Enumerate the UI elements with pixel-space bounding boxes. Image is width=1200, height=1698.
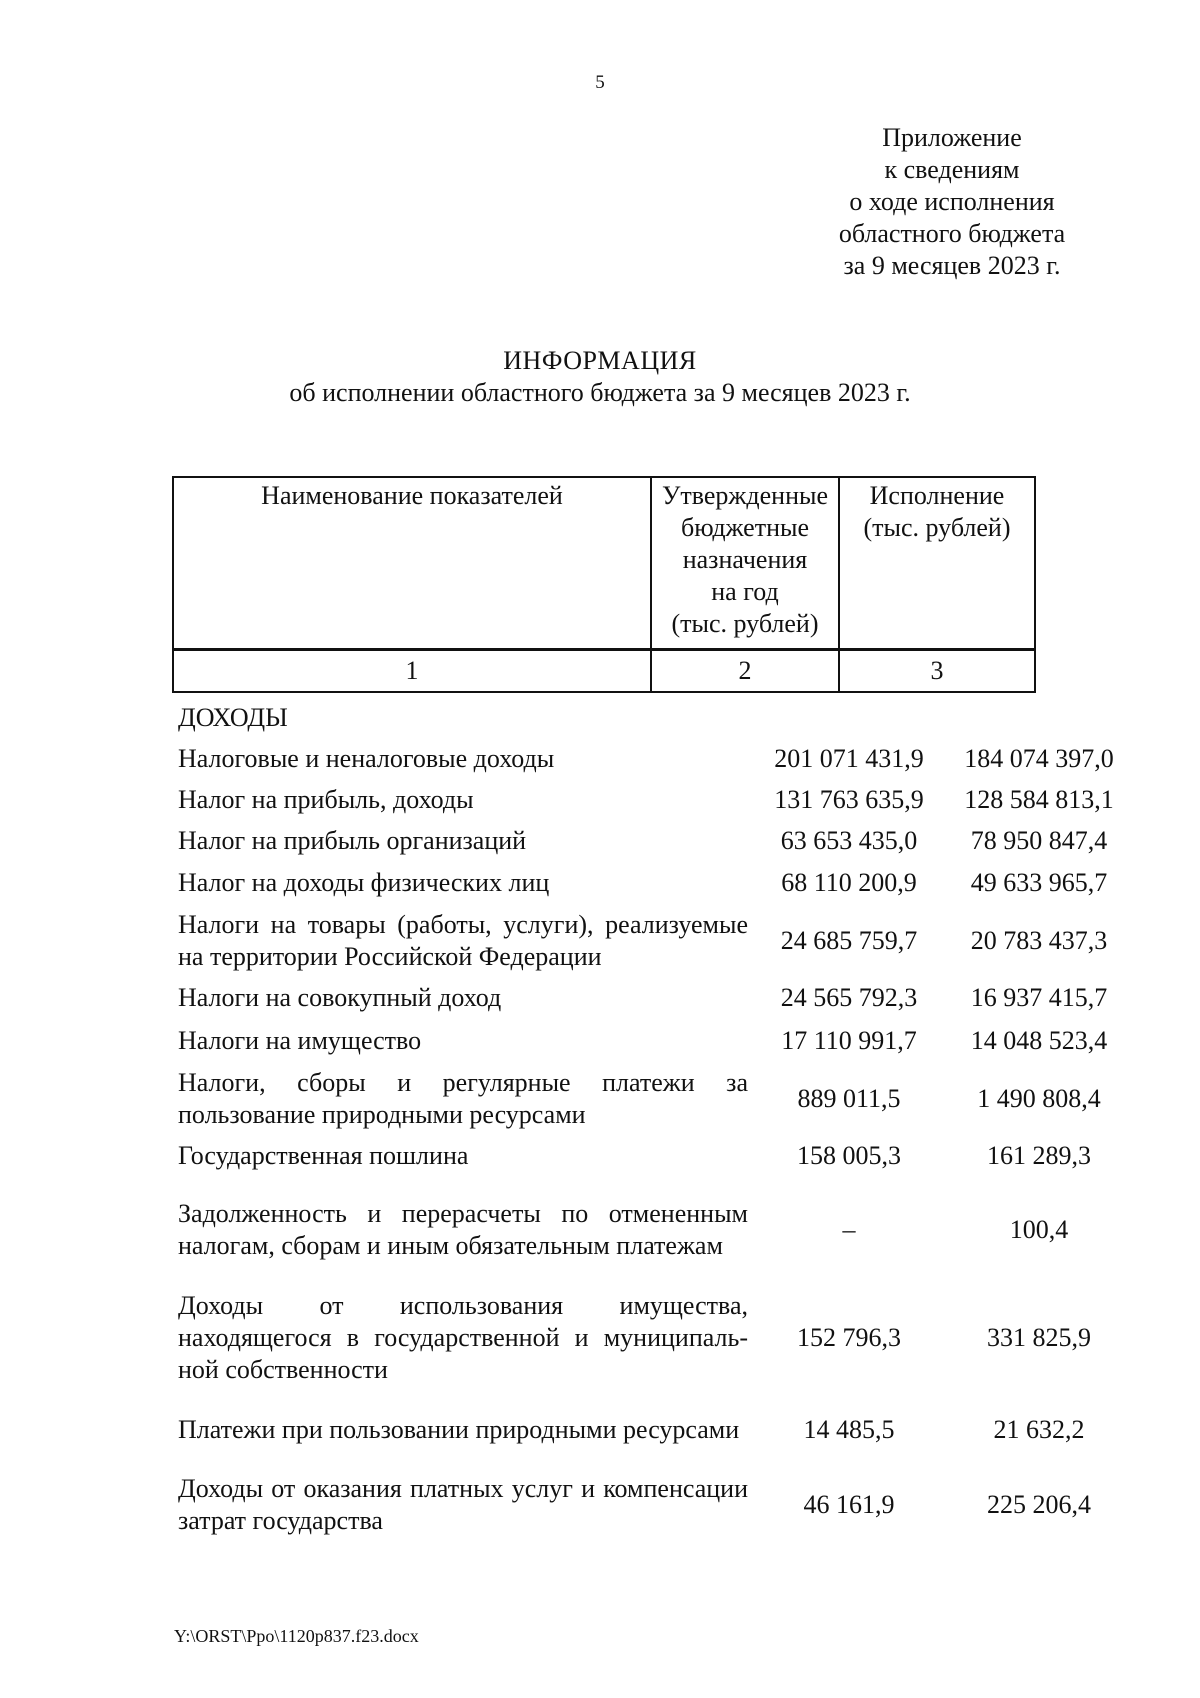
appendix-line: за 9 месяцев 2023 г. bbox=[843, 251, 1061, 280]
table-row bbox=[172, 1177, 1150, 1283]
row-name: Налоги, сборы и регулярные платежи за пользование природными ресурсами bbox=[178, 1067, 748, 1129]
appendix-line: к сведениям bbox=[884, 155, 1020, 184]
header-approved-line: бюджетные bbox=[680, 513, 809, 542]
page-number: 5 bbox=[595, 72, 605, 93]
header-approved bbox=[651, 477, 839, 650]
row-approved: 131 763 635,9 bbox=[774, 784, 924, 814]
file-path-footer: Y:\ORST\Ppo\1120p837.f23.docx bbox=[174, 1626, 419, 1646]
row-approved: 152 796,3 bbox=[797, 1322, 901, 1352]
row-name: Платежи при пользовании природными ресурсами bbox=[178, 1414, 740, 1444]
row-executed: 331 825,9 bbox=[987, 1322, 1091, 1352]
row-approved: 24 685 759,7 bbox=[780, 925, 918, 955]
table-header bbox=[172, 476, 1036, 693]
row-name: Налог на прибыль организаций bbox=[178, 825, 527, 855]
section-heading: ДОХОДЫ bbox=[178, 703, 288, 732]
appendix-note bbox=[822, 122, 1082, 282]
row-approved: 889 011,5 bbox=[797, 1083, 901, 1113]
row-executed: 16 937 415,7 bbox=[970, 983, 1108, 1012]
appendix-line: областного бюджета bbox=[838, 219, 1066, 248]
row-name: Задолженность и перерасчеты по отмененным налогам, сборам и иным обязательным платежам bbox=[178, 1199, 748, 1260]
row-approved: 68 110 200,9 bbox=[781, 867, 917, 897]
table-row bbox=[172, 779, 1150, 820]
header-executed-line: Исполнение bbox=[869, 481, 1005, 510]
row-name: Налог на доходы физических лиц bbox=[178, 867, 550, 897]
header-indicator-name: Наименование показателей bbox=[173, 477, 651, 650]
row-approved: 63 653 435,0 bbox=[780, 825, 918, 855]
row-approved: 24 565 792,3 bbox=[780, 983, 918, 1012]
row-executed: 225 206,4 bbox=[987, 1490, 1091, 1519]
header-approved-line: (тыс. рублей) bbox=[671, 609, 819, 638]
row-executed: 1 490 808,4 bbox=[977, 1083, 1101, 1113]
table-row bbox=[172, 1135, 1150, 1177]
document-subtitle: об исполнении областного бюджета за 9 месяцев 2023 г. bbox=[289, 378, 911, 407]
row-executed: 100,4 bbox=[1009, 1215, 1069, 1244]
table-header-row bbox=[173, 477, 1035, 650]
table-row bbox=[172, 904, 1150, 977]
document-title: ИНФОРМАЦИЯ bbox=[503, 346, 697, 375]
row-name: Налоги на имущество bbox=[178, 1025, 422, 1055]
table-row bbox=[172, 977, 1150, 1019]
table-body bbox=[172, 738, 1150, 1543]
row-name: Доходы от использования имущества, находящегося в государственной и муниципаль-ной собственности bbox=[178, 1290, 748, 1384]
header-approved-line: Утвержденные bbox=[661, 481, 828, 510]
header-approved-line: назначения bbox=[682, 545, 808, 574]
row-name: Налог на прибыль, доходы bbox=[178, 784, 474, 814]
table-row bbox=[172, 820, 1150, 861]
row-executed: 20 783 437,3 bbox=[970, 925, 1108, 955]
row-approved: 17 110 991,7 bbox=[781, 1025, 917, 1055]
header-executed bbox=[839, 477, 1035, 650]
row-approved: 158 005,3 bbox=[797, 1141, 901, 1170]
table-row bbox=[172, 738, 1150, 779]
row-executed: 78 950 847,4 bbox=[970, 825, 1108, 855]
column-number: 3 bbox=[839, 650, 1035, 693]
row-approved: 14 485,5 bbox=[803, 1414, 895, 1444]
header-approved-line: на год bbox=[711, 577, 779, 606]
column-number-row bbox=[173, 650, 1035, 693]
column-number: 2 bbox=[651, 650, 839, 693]
table-row bbox=[172, 861, 1150, 904]
row-executed: 49 633 965,7 bbox=[970, 867, 1108, 897]
row-approved: 46 161,9 bbox=[803, 1490, 895, 1519]
row-executed: 184 074 397,0 bbox=[964, 743, 1114, 773]
row-executed: 161 289,3 bbox=[987, 1141, 1091, 1170]
row-name: Государственная пошлина bbox=[178, 1141, 469, 1170]
row-approved: – bbox=[842, 1215, 856, 1244]
appendix-line: Приложение bbox=[882, 123, 1022, 152]
row-name: Налоговые и неналоговые доходы bbox=[178, 743, 555, 773]
table-row bbox=[172, 1392, 1150, 1467]
row-executed: 21 632,2 bbox=[993, 1414, 1085, 1444]
appendix-line: о ходе исполнения bbox=[849, 187, 1055, 216]
table-row bbox=[172, 1283, 1150, 1392]
row-executed: 128 584 813,1 bbox=[964, 784, 1114, 814]
table-row bbox=[172, 1019, 1150, 1062]
row-executed: 14 048 523,4 bbox=[970, 1025, 1108, 1055]
table-row bbox=[172, 1062, 1150, 1135]
row-approved: 201 071 431,9 bbox=[774, 743, 924, 773]
column-number: 1 bbox=[173, 650, 651, 693]
header-executed-line: (тыс. рублей) bbox=[863, 513, 1011, 542]
document-title-block bbox=[0, 345, 1200, 409]
table-row bbox=[172, 1467, 1150, 1543]
row-name: Налоги на совокупный доход bbox=[178, 983, 502, 1012]
row-name: Доходы от оказания платных услуг и компенсации затрат государства bbox=[178, 1474, 748, 1535]
row-name: Налоги на товары (работы, услуги), реализуемые на территории Российской Федерации bbox=[178, 909, 748, 971]
